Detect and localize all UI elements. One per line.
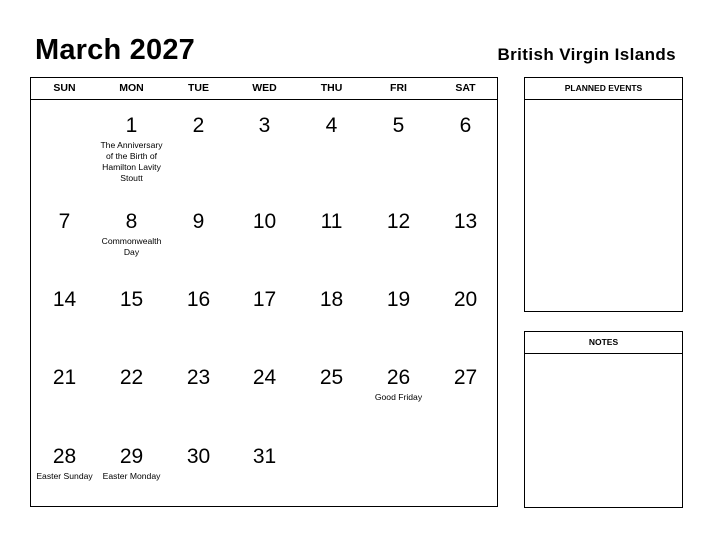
planned-events-panel — [524, 77, 683, 312]
day-cell — [98, 210, 165, 258]
day-number: 6 — [459, 114, 472, 137]
day-cell — [98, 288, 165, 312]
day-number: 7 — [58, 210, 71, 233]
day-cell — [432, 210, 499, 234]
day-cell — [365, 288, 432, 312]
day-cell — [231, 210, 298, 234]
day-cell — [98, 114, 165, 184]
day-number: 17 — [252, 288, 277, 311]
day-number: 27 — [453, 366, 478, 389]
day-cell — [365, 210, 432, 234]
day-cell — [298, 210, 365, 234]
weekday-sat: SAT — [455, 82, 476, 94]
weekday-tue: TUE — [188, 82, 209, 94]
day-number: 8 — [125, 210, 138, 233]
day-number: 31 — [252, 445, 277, 468]
day-cell — [365, 114, 432, 138]
day-cell — [365, 366, 432, 403]
day-cell — [432, 114, 499, 138]
day-number: 16 — [186, 288, 211, 311]
day-number: 13 — [453, 210, 478, 233]
weekday-sun: SUN — [53, 82, 76, 94]
day-number: 15 — [119, 288, 144, 311]
day-cell — [165, 114, 232, 138]
weekday-wed: WED — [252, 82, 277, 94]
day-number: 9 — [192, 210, 205, 233]
calendar-title: March 2027 — [35, 34, 195, 66]
day-cell — [31, 288, 98, 312]
weekday-fri: FRI — [390, 82, 407, 94]
day-number: 10 — [252, 210, 277, 233]
day-number: 5 — [392, 114, 405, 137]
day-cell — [31, 366, 98, 390]
day-cell — [165, 210, 232, 234]
day-number: 11 — [320, 210, 343, 233]
day-number: 20 — [453, 288, 478, 311]
holiday-label: Easter Sunday — [36, 471, 93, 481]
day-number: 22 — [119, 366, 144, 389]
day-number: 2 — [192, 114, 205, 137]
day-number: 30 — [186, 445, 211, 468]
day-cell — [231, 445, 298, 469]
day-number: 24 — [252, 366, 277, 389]
day-cell — [298, 114, 365, 138]
day-cell — [231, 366, 298, 390]
day-number: 25 — [319, 366, 344, 389]
day-number: 28 — [52, 445, 77, 468]
day-cell — [432, 366, 499, 390]
holiday-label: Good Friday — [374, 392, 423, 402]
day-cell — [298, 288, 365, 312]
day-number: 12 — [386, 210, 411, 233]
day-cell — [165, 445, 232, 469]
weekday-header-row — [31, 78, 497, 100]
weekday-mon: MON — [119, 82, 144, 94]
day-cell — [31, 210, 98, 234]
holiday-label: Commonwealth Day — [101, 236, 162, 257]
day-cell — [432, 288, 499, 312]
notes-panel — [524, 331, 683, 508]
day-cell — [98, 366, 165, 390]
day-cell — [231, 288, 298, 312]
weekday-thu: THU — [320, 82, 343, 94]
calendar-grid — [30, 77, 498, 507]
day-number: 23 — [186, 366, 211, 389]
day-number: 14 — [52, 288, 77, 311]
day-cell — [31, 445, 98, 482]
day-number: 29 — [119, 445, 144, 468]
day-number: 3 — [258, 114, 271, 137]
holiday-label: Easter Monday — [102, 471, 161, 481]
day-cell — [165, 366, 232, 390]
day-cell — [165, 288, 232, 312]
day-cell — [231, 114, 298, 138]
day-number: 21 — [52, 366, 77, 389]
day-cell — [98, 445, 165, 482]
day-number: 1 — [125, 114, 138, 137]
holiday-label: The Anniversary of the Birth of Hamilton Lavity Stoutt — [100, 140, 163, 183]
notes-header: NOTES — [525, 332, 682, 354]
day-number: 4 — [325, 114, 338, 137]
day-cell — [298, 366, 365, 390]
planned-events-header: PLANNED EVENTS — [525, 78, 682, 100]
region-name: British Virgin Islands — [497, 45, 676, 64]
day-number: 18 — [319, 288, 344, 311]
day-number: 26 — [386, 366, 411, 389]
day-number: 19 — [386, 288, 411, 311]
